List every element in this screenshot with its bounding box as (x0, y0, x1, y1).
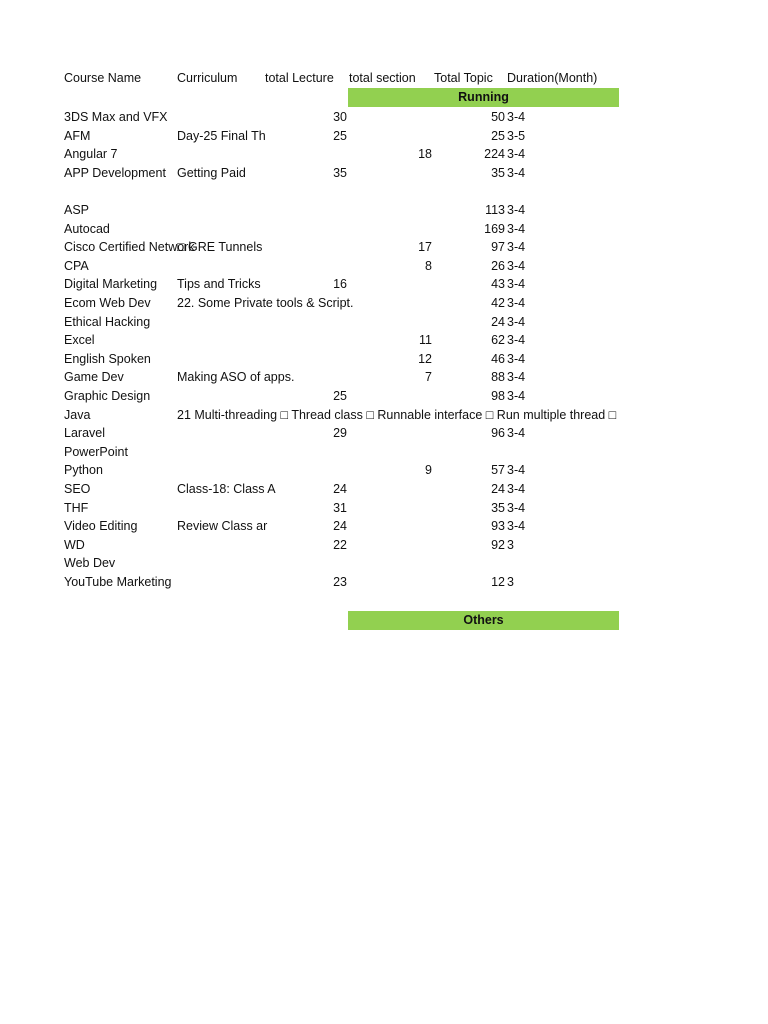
total-topic-cell: 12 (491, 575, 505, 589)
total-topic-cell: 113 (485, 203, 505, 217)
course-name-cell: THF (64, 500, 89, 515)
curriculum-cell: Review Class ar (177, 519, 268, 534)
total-topic-cell (460, 182, 505, 200)
total-section-cell (380, 182, 432, 200)
duration-cell: 3-4 (507, 519, 526, 534)
total-lecture-cell (300, 201, 347, 219)
total-lecture-cell: 24 (333, 519, 347, 534)
total-section-cell (380, 499, 432, 517)
total-lecture-cell (300, 554, 347, 572)
total-section-cell (380, 164, 432, 182)
duration-cell: 3-4 (507, 240, 526, 255)
curriculum-cell (177, 424, 265, 442)
total-topic-cell (460, 406, 505, 424)
total-topic-cell: 42 (491, 296, 505, 310)
total-topic-cell: 35 (491, 500, 505, 515)
total-topic-cell (460, 554, 505, 572)
duration-cell: 3-4 (507, 221, 526, 236)
curriculum-cell (177, 257, 265, 275)
curriculum-cell (177, 554, 265, 572)
total-lecture-cell: 25 (333, 389, 347, 403)
total-lecture-cell: 29 (333, 426, 347, 441)
curriculum-cell (177, 499, 265, 517)
course-name-cell: Excel (64, 333, 95, 348)
total-lecture-cell: 35 (333, 165, 347, 180)
course-name-cell: Ecom Web Dev (64, 296, 151, 310)
duration-cell: 3-4 (507, 482, 526, 496)
duration-cell: 3-4 (507, 147, 526, 162)
curriculum-cell: Tips and Tricks (177, 277, 261, 292)
total-lecture-cell: 25 (333, 128, 347, 143)
total-section-cell (380, 406, 432, 424)
total-topic-cell: 24 (491, 314, 505, 329)
course-name-cell: Cisco Certified Network (64, 240, 195, 255)
total-topic-cell (460, 443, 505, 461)
duration-cell: 3-4 (507, 463, 526, 478)
total-section-cell: 17 (418, 240, 432, 255)
total-topic-cell: 46 (491, 351, 505, 366)
total-section-cell (380, 517, 432, 535)
total-lecture-cell (300, 220, 347, 238)
total-section-cell (380, 424, 432, 442)
curriculum-cell (177, 461, 265, 479)
duration-cell: 3 (507, 575, 514, 589)
others-section-band: Others (348, 611, 619, 630)
total-lecture-cell (300, 145, 347, 163)
duration-cell: 3-4 (507, 203, 526, 217)
curriculum-cell: Making ASO of apps. (177, 370, 295, 385)
curriculum-cell: 22. Some Private tools & Script. (177, 296, 354, 310)
curriculum-cell (177, 331, 265, 349)
duration-cell (507, 443, 547, 461)
total-lecture-cell: 22 (333, 537, 347, 552)
total-section-cell: 11 (419, 333, 432, 348)
total-topic-cell: 169 (484, 221, 505, 236)
course-name-cell: Video Editing (64, 519, 138, 534)
curriculum-cell (177, 387, 265, 405)
duration-cell: 3-4 (507, 333, 526, 348)
total-topic-cell: 96 (491, 426, 505, 441)
total-topic-cell: 25 (491, 128, 505, 143)
course-name-cell (64, 182, 176, 200)
curriculum-cell (177, 201, 265, 219)
total-topic-cell: 35 (491, 165, 505, 180)
total-section-cell (380, 573, 432, 591)
duration-cell: 3-4 (507, 351, 526, 366)
total-topic-cell: 43 (491, 277, 505, 292)
curriculum-cell: Class-18: Class A (177, 482, 276, 496)
header-duration: Duration(Month) (507, 71, 598, 85)
curriculum-cell (177, 220, 265, 238)
duration-cell: 3 (507, 537, 514, 552)
total-lecture-cell (300, 313, 347, 331)
duration-cell (507, 182, 547, 200)
total-section-cell (380, 480, 432, 498)
course-name-cell: Autocad (64, 221, 110, 236)
course-name-cell: Laravel (64, 426, 105, 441)
curriculum-cell: Day-25 Final Th (177, 128, 266, 143)
total-topic-cell: 92 (491, 537, 505, 552)
total-section-cell: 18 (418, 147, 432, 162)
duration-cell: 3-4 (507, 314, 526, 329)
total-lecture-cell: 16 (333, 277, 347, 292)
course-name-cell: Java (64, 407, 91, 422)
duration-cell (507, 554, 547, 572)
duration-cell: 3-4 (507, 426, 526, 441)
total-topic-cell: 93 (491, 519, 505, 534)
course-name-cell: PowerPoint (64, 444, 128, 459)
curriculum-cell (177, 108, 265, 126)
total-lecture-cell: 24 (333, 482, 347, 496)
total-section-cell (380, 387, 432, 405)
curriculum-cell (177, 536, 265, 554)
total-lecture-cell: 23 (333, 575, 347, 589)
duration-cell: 3-4 (507, 165, 526, 180)
duration-cell: 3-4 (507, 110, 526, 124)
curriculum-cell: Getting Paid (177, 165, 246, 180)
duration-cell: 3-5 (507, 128, 526, 143)
total-lecture-cell (300, 461, 347, 479)
total-lecture-cell (300, 368, 347, 386)
header-total-section: total section (349, 71, 416, 85)
course-name-cell: ASP (64, 203, 90, 217)
total-lecture-cell (300, 294, 347, 312)
duration-cell: 3-4 (507, 500, 526, 515)
total-section-cell: 7 (425, 370, 432, 385)
total-section-cell (380, 443, 432, 461)
header-total-lecture: total Lecture (265, 71, 334, 85)
curriculum-cell (177, 313, 265, 331)
course-name-cell: APP Development (64, 165, 166, 180)
total-topic-cell: 224 (484, 147, 505, 162)
total-lecture-cell: 31 (333, 500, 347, 515)
course-name-cell: YouTube Marketing (64, 575, 172, 589)
total-topic-cell: 24 (491, 482, 505, 496)
header-total-topic: Total Topic (434, 71, 493, 85)
total-topic-cell: 26 (491, 258, 505, 273)
duration-cell: 3-4 (507, 389, 526, 403)
total-lecture-cell (300, 443, 347, 461)
course-name-cell: Game Dev (64, 370, 124, 385)
course-name-cell: English Spoken (64, 351, 151, 366)
course-name-cell: 3DS Max and VFX (64, 110, 168, 124)
course-name-cell: AFM (64, 128, 91, 143)
course-name-cell: Angular 7 (64, 147, 118, 162)
duration-cell: 3-4 (507, 258, 526, 273)
total-section-cell (380, 554, 432, 572)
total-section-cell (380, 201, 432, 219)
total-section-cell (380, 108, 432, 126)
total-section-cell: 12 (418, 351, 432, 366)
total-lecture-cell (300, 182, 347, 200)
running-section-band: Running (348, 88, 619, 107)
total-section-cell (380, 275, 432, 293)
curriculum-cell (177, 182, 265, 200)
curriculum-cell: 21 Multi-threading □ Thread class □ Runnable interface □ Run multiple thread □ (177, 407, 617, 422)
curriculum-cell (177, 573, 265, 591)
total-topic-cell: 88 (491, 370, 505, 385)
total-lecture-cell (300, 331, 347, 349)
total-lecture-cell (300, 350, 347, 368)
course-name-cell: Python (64, 463, 103, 478)
total-lecture-cell (300, 238, 347, 256)
total-topic-cell: 50 (491, 110, 505, 124)
duration-cell: 3-4 (507, 277, 526, 292)
total-topic-cell: 97 (491, 240, 505, 255)
total-section-cell: 8 (425, 258, 432, 273)
course-name-cell: CPA (64, 258, 89, 273)
total-topic-cell: 57 (491, 463, 505, 478)
duration-cell (507, 406, 547, 424)
total-lecture-cell (300, 257, 347, 275)
header-curriculum: Curriculum (177, 71, 238, 85)
course-name-cell: Web Dev (64, 556, 116, 571)
total-section-cell: 9 (425, 463, 432, 478)
total-topic-cell: 98 (491, 389, 505, 403)
course-name-cell: SEO (64, 482, 91, 496)
course-name-cell: Ethical Hacking (64, 314, 151, 329)
total-section-cell (380, 536, 432, 554)
curriculum-cell: □ GRE Tunnels (177, 240, 263, 255)
total-section-cell (380, 127, 432, 145)
total-topic-cell: 62 (491, 333, 505, 348)
total-section-cell (380, 313, 432, 331)
curriculum-cell (177, 443, 265, 461)
total-lecture-cell: 30 (333, 110, 347, 124)
header-course-name: Course Name (64, 71, 142, 85)
course-name-cell: Graphic Design (64, 389, 151, 403)
duration-cell: 3-4 (507, 296, 526, 310)
course-name-cell: WD (64, 537, 85, 552)
total-lecture-cell (300, 406, 347, 424)
total-section-cell (380, 294, 432, 312)
curriculum-cell (177, 145, 265, 163)
curriculum-cell (177, 350, 265, 368)
duration-cell: 3-4 (507, 370, 526, 385)
total-section-cell (380, 220, 432, 238)
course-name-cell: Digital Marketing (64, 277, 158, 292)
